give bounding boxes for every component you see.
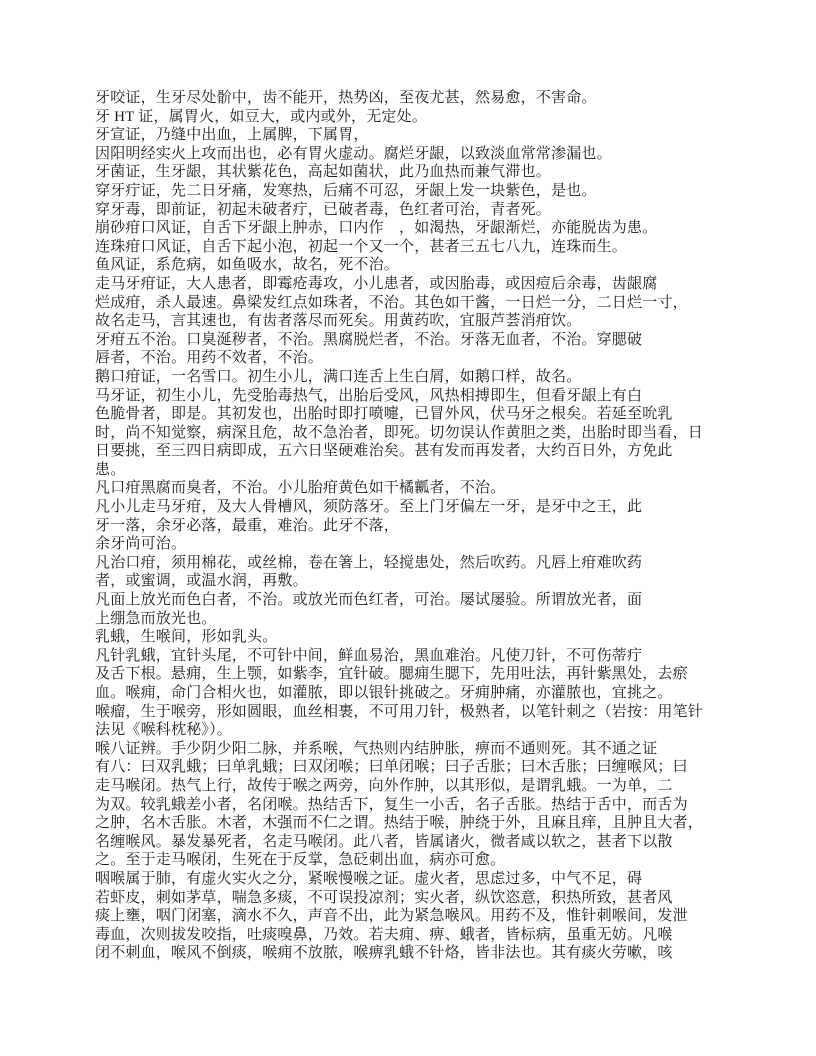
text-line: 凡面上放光而色白者，不治。或放光而色红者，可治。屡试屡验。所谓放光者，面 [95,592,643,609]
text-line: 之。至于走马喉闭，生死在于反掌，急砭刺出血，病亦可愈。 [95,852,506,869]
text-line: 唇者，不治。用药不效者，不治。 [95,350,324,367]
text-line: 牙 HT 证，属胃火，如豆大，或内或外，无定处。 [95,108,428,125]
text-line: 法见《喉科枕秘》）。 [95,722,233,739]
text-line: 马牙证，初生小儿，先受胎毒热气，出胎后受风，风热相搏即生，但看牙龈上有白 [95,387,643,404]
text-line: 余牙尚可治。 [95,536,187,553]
text-line: 为双。较乳蛾差小者，名闭喉。热结舌下，复生一小舌，名子舌胀。热结于舌中，而舌为 [95,796,688,813]
text-line: 崩砂疳口风证，自舌下牙龈上肿赤，口内作 ，如渴热，牙龈渐烂，亦能脱齿为患。 [95,220,658,237]
text-line: 时，尚不知觉察，病深且危，故不急治者，即死。切勿误认作黄胆之类，出胎时即当看，日 [95,424,704,441]
text-line: 穿牙疔证，先二日牙痛，发寒热，后痛不可忍，牙龈上发一块紫色，是也。 [95,182,597,199]
text-line: 故名走马，言其速也，有齿者落尽而死矣。用黄药吹，宜服芦荟消疳饮。 [95,313,582,330]
text-line: 牙宣证，乃缝中出血，上属脾，下属胃， [95,127,369,144]
text-line: 上绷急而放光也。 [95,610,217,627]
text-line: 烂成疳，杀人最速。鼻梁发红点如珠者，不治。其色如干酱，一日烂一分，二日烂一寸， [95,294,688,311]
text-line: 因阳明经实火上攻而出也，必有胃火虚动。腐烂牙龈，以致淡血常常渗漏也。 [95,145,612,162]
text-line: 有八：曰双乳蛾；曰单乳蛾；曰双闭喉；曰单闭喉；曰子舌胀；曰木舌胀；曰缠喉风；曰 [95,759,688,776]
text-line: 喉八证辨。手少阴少阳二脉，并系喉，气热则内结肿胀，痹而不通则死。其不通之证 [95,740,658,757]
text-line: 凡口疳黑腐而臭者，不治。小儿胎疳黄色如干橘瓤者，不治。 [95,480,506,497]
text-line: 牙菌证，生牙龈，其状紫花色，高起如菌状，此乃血热而兼气滞也。 [95,164,552,181]
text-line: 毒血，次则拔发咬指，吐痰嗅鼻，乃效。若夫痈、痹、蛾者，皆标病，虽重无妨。凡喉 [95,926,673,943]
text-line: 患。 [95,461,126,478]
text-line: 喉瘤，生于喉旁，形如圆眼，血丝相裹，不可用刀针，极熟者，以笔针刺之（岩按：用笔针 [95,703,704,720]
text-line: 痰上壅，咽门闭塞，滴水不久，声音不出，此为紧急喉风。用药不及，惟针刺喉间，发泄 [95,908,688,925]
text-line: 走马牙疳证，大人患者，即霉疮毒攻，小儿患者，或因胎毒，或因痘后余毒，齿龈腐 [95,275,658,292]
text-line: 名缠喉风。暴发暴死者，名走马喉闭。此八者，皆属诸火，微者咸以软之，甚者下以散 [95,833,673,850]
text-line: 色脆骨者，即是。其初发也，出胎时即打喷嚏，已冒外风，伏马牙之根矣。若延至吮乳 [95,406,673,423]
text-line: 及舌下根。悬痈，生上颚，如紫李，宜针破。腮痈生腮下，先用吐法，再针紫黑处，去瘀 [95,666,688,683]
text-line: 牙疳五不治。口臭涎秽者，不治。黑腐脱烂者，不治。牙落无血者，不治。穿腮破 [95,331,643,348]
text-line: 者，或蜜调，或温水润，再敷。 [95,573,308,590]
text-line: 牙一落，余牙必落，最重，难治。此牙不落， [95,517,400,534]
text-line: 鱼风证，系危病，如鱼吸水，故名，死不治。 [95,257,400,274]
text-line: 乳蛾，生喉间，形如乳头。 [95,629,278,646]
text-line: 凡小儿走马牙疳，及大人骨槽风，须防落牙。至上门牙偏左一牙，是牙中之王，此 [95,499,643,516]
document-text [95,89,743,963]
text-line: 闭不刺血，喉风不倒痰，喉痈不放脓，喉痹乳蛾不针烙，皆非法也。其有痰火劳嗽，咳 [95,945,673,962]
text-line: 走马喉闭。热气上行，故传于喉之两旁，向外作肿，以其形似，是谓乳蛾。一为单，二 [95,777,673,794]
text-line: 日要挑，至三四日病即成，五六日坚硬难治矣。甚有发而再发者，大约百日外，方免此 [95,443,673,460]
text-line: 凡针乳蛾，宜针头尾，不可针中间，鲜血易治，黑血难治。凡使刀针，不可伤蒂疔 [95,647,643,664]
text-line: 凡治口疳，须用棉花，或丝棉，卷在箸上，轻搅患处，然后吹药。凡唇上疳难吹药 [95,554,643,571]
text-line: 之肿，名木舌胀。木者，木强而不仁之谓。热结于喉，肿绕于外，且麻且痒，且肿且大者， [95,815,704,832]
text-line: 咽喉属于肺，有虚火实火之分，紧喉慢喉之证。虚火者，思虑过多，中气不足，碍 [95,870,643,887]
text-line: 鹅口疳证，一名雪口。初生小儿，满口连舌上生白屑，如鹅口样，故名。 [95,368,582,385]
text-line: 牙咬证，生牙尽处骱中，齿不能开，热势凶，至夜尤甚，然易愈，不害命。 [95,90,597,106]
text-line: 血。喉痈，命门合相火也，如灌脓，即以银针挑破之。牙痈肿痛，亦灌脓也，宜挑之。 [95,685,673,701]
text-line: 穿牙毒，即前证，初起未破者疔，已破者毒，色红者可治，青者死。 [95,201,552,218]
text-line: 连珠疳口风证，自舌下起小泡，初起一个又一个，甚者三五七八九，连珠而生。 [95,238,628,255]
text-line: 若虾皮，刺如茅草，喘急多痰，不可误投凉剂；实火者，纵饮恣意，积热所致，甚者风 [95,889,673,906]
